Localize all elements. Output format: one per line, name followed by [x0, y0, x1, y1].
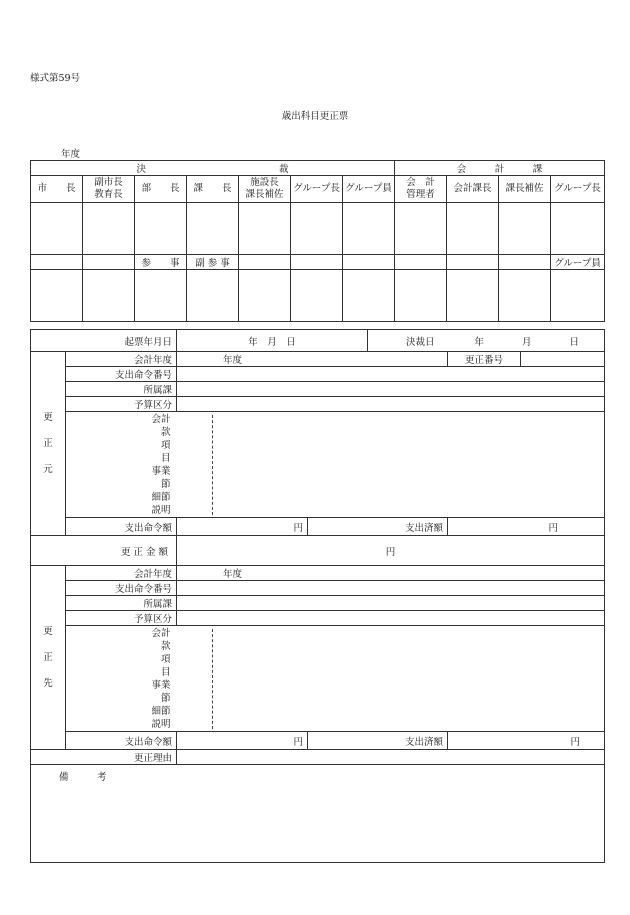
saki-budget-label: 予算区分	[66, 611, 177, 626]
main-table	[30, 329, 605, 863]
approval-title-7: 会 計 管理者	[395, 176, 447, 203]
approval-title2-5	[291, 255, 343, 270]
approval-title2-1	[83, 255, 135, 270]
moto-order-amount-yen[interactable]: 円	[177, 518, 308, 536]
saki-order-amount-label: 支出命令額	[66, 732, 177, 750]
draft-date-value[interactable]: 年 月 日	[177, 330, 368, 352]
kessai-header: 決 裁	[31, 161, 395, 176]
approval-title-0: 市 長	[31, 176, 83, 203]
approval-title2-6	[343, 255, 395, 270]
approval-stamp-3[interactable]	[187, 203, 239, 255]
approval-stamp-8[interactable]	[447, 203, 499, 255]
moto-correction-no-label: 更正番号	[448, 352, 521, 367]
approval-title2-8	[447, 255, 499, 270]
approval-title2-2: 参 事	[135, 255, 187, 270]
approval-stamp-9[interactable]	[499, 203, 551, 255]
draft-date-label: 起票年月日	[31, 330, 177, 352]
saki-subject-labels: 会計 款 項 目 事業 節 細節 説明	[66, 626, 177, 732]
approval-stamp-1[interactable]	[83, 203, 135, 255]
correction-amount-label: 更 正 金 額	[31, 536, 177, 566]
approval-stamp2-6[interactable]	[343, 270, 395, 322]
approval-stamp-5[interactable]	[291, 203, 343, 255]
decision-date[interactable]	[368, 330, 605, 352]
approval-title-9: 課長補佐	[499, 176, 551, 203]
saki-dept-label: 所属課	[66, 596, 177, 611]
approval-stamp2-3[interactable]	[187, 270, 239, 322]
moto-order-no-value[interactable]	[177, 367, 605, 382]
moto-budget-label: 予算区分	[66, 397, 177, 412]
moto-subject-labels: 会計 款 項 目 事業 節 細節 説明	[66, 412, 177, 518]
saki-order-no-value[interactable]	[177, 581, 605, 596]
saki-side-label: 更 正 先	[31, 566, 66, 750]
approval-title-6: グループ員	[343, 176, 395, 203]
approval-stamp2-4[interactable]	[239, 270, 291, 322]
saki-year-value[interactable]: 年度	[177, 566, 605, 581]
approval-stamp-4[interactable]	[239, 203, 291, 255]
fiscal-year-suffix: 年度	[60, 149, 80, 160]
decision-date-value: 年 月 日	[474, 336, 580, 348]
approval-stamp-7[interactable]	[395, 203, 447, 255]
approval-title-10: グループ長	[551, 176, 605, 203]
approval-stamp2-9[interactable]	[499, 270, 551, 322]
reason-value[interactable]	[177, 750, 605, 765]
approval-title2-10: グループ員	[551, 255, 605, 270]
approval-stamp2-5[interactable]	[291, 270, 343, 322]
saki-subject-values[interactable]	[177, 626, 605, 732]
approval-title-4: 施設長 課長補佐	[239, 176, 291, 203]
saki-budget-value[interactable]	[177, 611, 605, 626]
approval-title2-0	[31, 255, 83, 270]
approval-stamp2-1[interactable]	[83, 270, 135, 322]
form-number: 様式第59号	[30, 73, 81, 84]
moto-dept-value[interactable]	[177, 382, 605, 397]
approval-title-3: 課 長	[187, 176, 239, 203]
approval-stamp2-0[interactable]	[31, 270, 83, 322]
moto-year-label: 会計年度	[66, 352, 177, 367]
approval-title2-4	[239, 255, 291, 270]
saki-paid-label: 支出済額	[308, 732, 448, 750]
reason-label: 更正理由	[31, 750, 177, 765]
remarks-label: 備 考	[59, 772, 107, 783]
moto-correction-no-value[interactable]	[521, 352, 605, 367]
approval-title2-9	[499, 255, 551, 270]
moto-budget-value[interactable]	[177, 397, 605, 412]
kaikeika-header: 会 計 課	[395, 161, 605, 176]
fiscal-year-field[interactable]	[30, 146, 80, 161]
approval-stamp2-2[interactable]	[135, 270, 187, 322]
approval-stamp2-10[interactable]	[551, 270, 605, 322]
moto-order-amount-label: 支出命令額	[66, 518, 177, 536]
decision-date-label: 決裁日	[406, 336, 435, 348]
approval-title2-3: 副 参 事	[187, 255, 239, 270]
moto-subject-values[interactable]	[177, 412, 605, 518]
moto-dept-label: 所属課	[66, 382, 177, 397]
moto-order-no-label: 支出命令番号	[66, 367, 177, 382]
moto-side-label: 更 正 元	[31, 352, 66, 536]
approval-stamp2-7[interactable]	[395, 270, 447, 322]
saki-year-label: 会計年度	[66, 566, 177, 581]
moto-year-value[interactable]: 年度	[177, 352, 448, 367]
approval-title-8: 会計課長	[447, 176, 499, 203]
moto-paid-yen[interactable]: 円	[448, 518, 605, 536]
saki-dept-value[interactable]	[177, 596, 605, 611]
moto-paid-label: 支出済額	[308, 518, 448, 536]
approval-stamp-2[interactable]	[135, 203, 187, 255]
saki-order-amount-yen[interactable]: 円	[177, 732, 308, 750]
remarks-box[interactable]	[31, 765, 605, 863]
form-title: 歳出科目更正票	[281, 111, 349, 122]
saki-paid-yen[interactable]: 円	[448, 732, 605, 750]
approval-stamp-10[interactable]	[551, 203, 605, 255]
saki-order-no-label: 支出命令番号	[66, 581, 177, 596]
approval-title2-7	[395, 255, 447, 270]
approval-title-1: 副市長 教育長	[83, 176, 135, 203]
approval-stamp-0[interactable]	[31, 203, 83, 255]
approval-table	[30, 160, 605, 322]
approval-stamp-6[interactable]	[343, 203, 395, 255]
approval-title-5: グループ長	[291, 176, 343, 203]
approval-title-2: 部 長	[135, 176, 187, 203]
approval-stamp2-8[interactable]	[447, 270, 499, 322]
correction-amount-yen[interactable]: 円	[177, 536, 605, 566]
